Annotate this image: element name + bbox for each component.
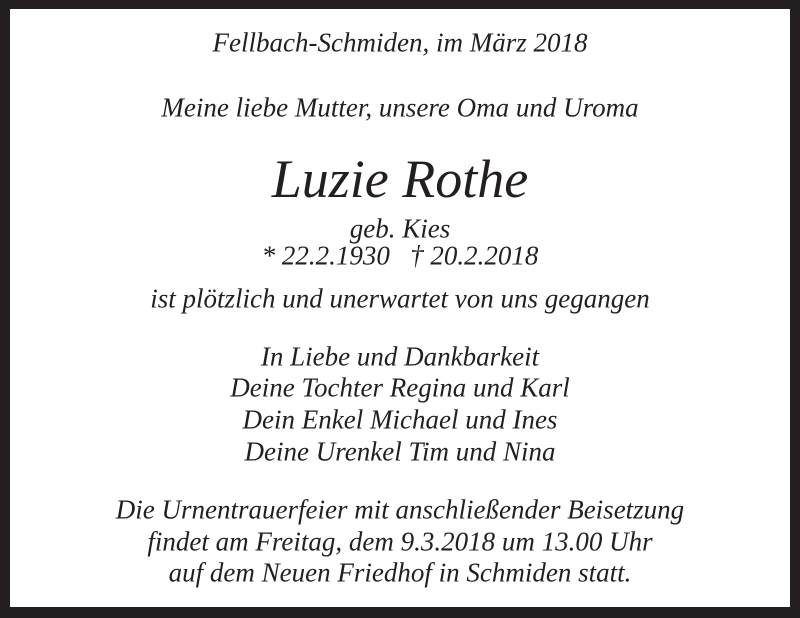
mourner-line: Dein Enkel Michael und Ines <box>242 404 558 435</box>
ceremony-line: auf dem Neuen Friedhof in Schmiden statt. <box>168 557 632 588</box>
mourner-line: Deine Tochter Regina und Karl <box>230 372 570 403</box>
ceremony-line: Die Urnentrauerfeier mit anschließender Beisetzung <box>115 494 685 525</box>
place-date: Fellbach-Schmiden, im März 2018 <box>212 27 588 58</box>
mourner-line: Deine Urenkel Tim und Nina <box>244 436 556 467</box>
maiden-name: geb. Kies <box>349 213 451 244</box>
life-dates: * 22.2.1930 † 20.2.2018 <box>261 240 539 271</box>
deceased-name: Luzie Rothe <box>271 149 529 209</box>
statement: ist plötzlich und unerwartet von uns gegangen <box>150 283 650 314</box>
intro-line: Meine liebe Mutter, unsere Oma und Uroma <box>161 92 639 123</box>
mourner-line: In Liebe und Dankbarkeit <box>260 341 540 372</box>
ceremony-line: findet am Freitag, dem 9.3.2018 um 13.00 Uhr <box>147 526 653 557</box>
